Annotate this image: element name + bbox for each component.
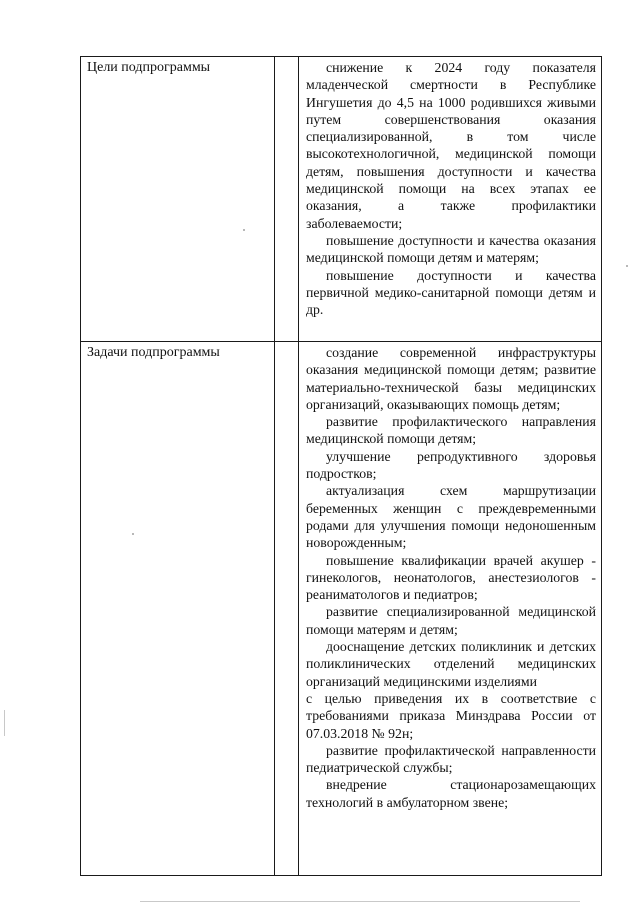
paragraph: повышение доступности и качества оказания медицинской помощи детям и матерям; xyxy=(306,232,596,266)
spacer-cell xyxy=(275,57,299,342)
paragraph: создание современной инфраструктуры оказания медицинской помощи детям; развитие материально-технической базы медицинских организаций, оказывающих помощь детям; xyxy=(306,345,596,412)
table-row xyxy=(81,342,602,876)
paragraph: внедрение стационарозамещающих технологий в амбулаторном звене; xyxy=(306,777,596,810)
row-label-goals: Цели подпрограммы xyxy=(81,57,275,342)
row-content-goals xyxy=(299,57,602,342)
spacer-cell xyxy=(275,342,299,876)
scan-bottom-edge xyxy=(140,901,580,902)
paragraph: улучшение репродуктивного здоровья подростков; xyxy=(306,448,596,482)
subprogram-table xyxy=(80,56,602,876)
paragraph: актуализация схем маршрутизации беременных женщин с преждевременными родами для улучшения помощи недоношенным новорожденным; xyxy=(306,483,596,551)
scan-speck xyxy=(132,533,134,535)
scan-speck xyxy=(626,265,628,267)
row-content-tasks xyxy=(299,342,602,876)
paragraph: развитие специализированной медицинской помощи матерям и детям; xyxy=(306,604,596,637)
paragraph: развитие профилактического направления медицинской помощи детям; xyxy=(306,414,596,447)
paragraph: дооснащение детских поликлиник и детских поликлинических отделений медицинских организаций медицинскими изделиями xyxy=(306,639,596,689)
paragraph: развитие профилактической направленности педиатрической службы; xyxy=(306,742,596,776)
paragraph: с целью приведения их в соответствие с требованиями приказа Минздрава России от 07.03.2018 № 92н; xyxy=(306,690,596,741)
paragraph: повышение квалификации врачей акушер - гинекологов, неонатологов, анестезиологов - реаниматологов и педиатров; xyxy=(306,552,596,603)
scan-margin-line xyxy=(4,710,5,736)
row-label-tasks: Задачи подпрограммы xyxy=(81,342,275,876)
paragraph: снижение к 2024 году показателя младенческой смертности в Республике Ингушетия до 4,5 на 1000 родившихся живыми путем совершенствования оказания специализированной, в том числе высокотехнологичной, медицинской помощи детям, повышения доступности и качества медицинской помощи на всех этапах ее оказания, а также профилактики заболеваемости; xyxy=(306,60,596,231)
table-row xyxy=(81,57,602,342)
paragraph: повышение доступности и качества первичной медико-санитарной помощи детям и др. xyxy=(306,267,596,318)
scan-speck xyxy=(243,229,245,231)
